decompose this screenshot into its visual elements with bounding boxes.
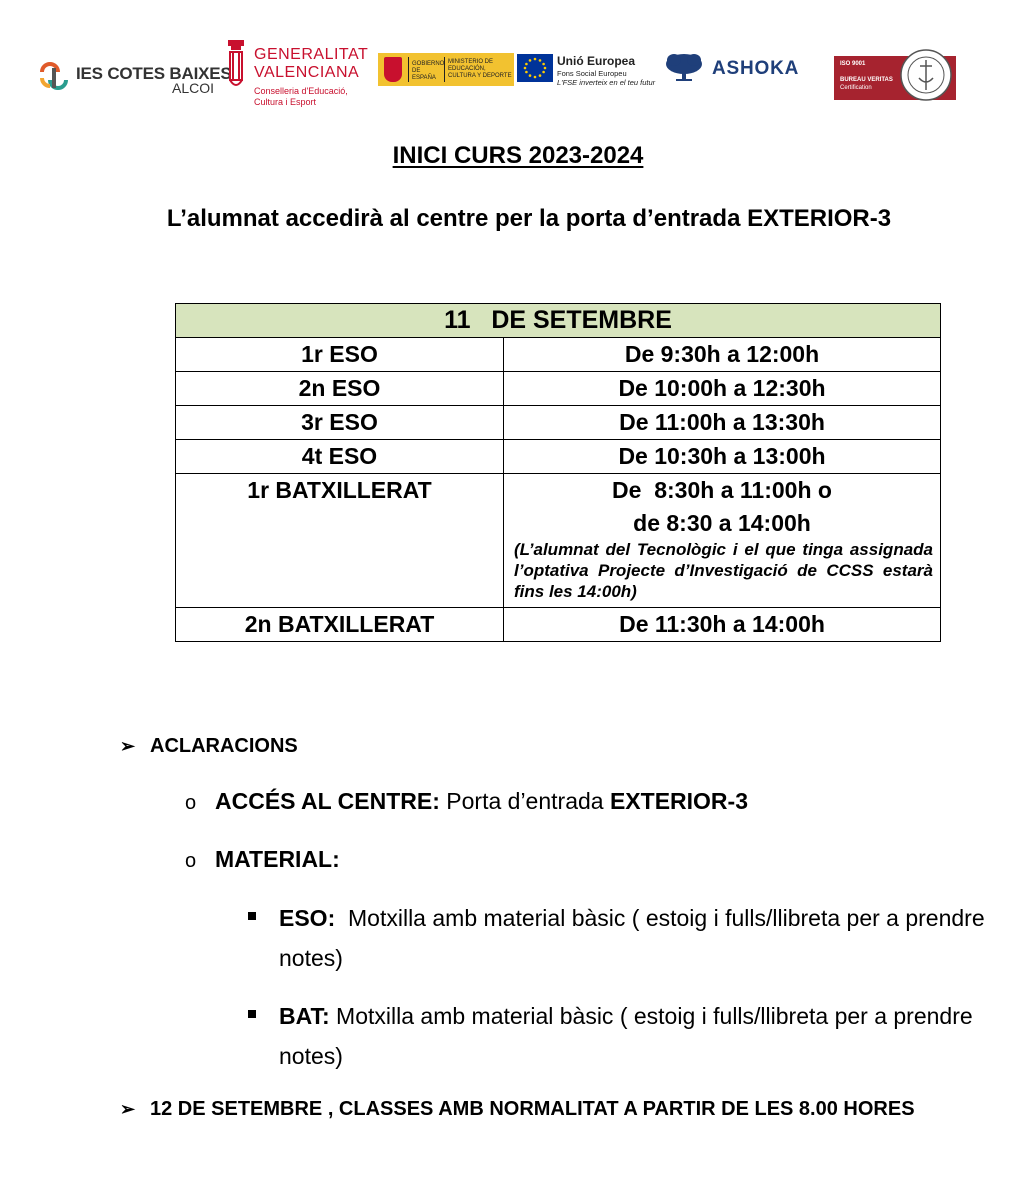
level-cell: 1r BATXILLERAT (176, 474, 504, 608)
ashoka-logo (664, 52, 810, 82)
time-cell: De 11:00h a 13:30h (504, 406, 941, 440)
material-bat-text: Motxilla amb material bàsic ( estoig i fulls/llibreta per a prendre notes) (279, 1003, 980, 1069)
clarifications-heading: ➢ ACLARACIONS (120, 735, 298, 757)
page-title: INICI CURS 2023-2024 (392, 142, 644, 169)
bv-cert: Certification (840, 85, 872, 91)
ministerio-text: MINISTERIO DE EDUCACIÓN, CULTURA Y DEPORTE (448, 59, 512, 79)
arrow-bullet-icon: ➢ (120, 736, 136, 756)
table-row (176, 474, 941, 608)
material-eso (248, 898, 998, 978)
gva-crest-icon (224, 36, 248, 96)
bureau-veritas-logo (834, 56, 956, 100)
ashoka-name: ASHOKA (712, 58, 800, 79)
gva-line1: GENERALITAT (254, 46, 369, 63)
table-header-row (176, 304, 941, 338)
schedule-table (175, 303, 941, 642)
bureau-veritas-seal-icon (899, 48, 953, 102)
access-label: ACCÉS AL CENTRE: (215, 788, 440, 814)
time-cell (504, 474, 941, 608)
bv-iso: ISO 9001 (840, 61, 866, 67)
material-bat-label: BAT: (279, 1003, 330, 1029)
ies-city: ALCOI (172, 80, 215, 96)
eu-sub: Fons Social Europeu (557, 69, 627, 78)
gobierno-text: GOBIERNO DE ESPAÑA (412, 61, 445, 81)
eu-flag-icon (517, 54, 553, 82)
spain-shield-icon (384, 57, 402, 82)
material-label: MATERIAL: (215, 846, 340, 872)
eu-motto: L'FSE inverteix en el teu futur (557, 78, 656, 87)
page-subtitle: L’alumnat accedirà al centre per la porta d’entrada EXTERIOR-3 (166, 205, 892, 232)
circle-bullet-icon: o (185, 792, 197, 814)
ies-name: IES COTES BAIXES (76, 64, 232, 83)
level-cell: 1r ESO (176, 338, 504, 372)
material-item (185, 846, 340, 873)
ies-logo-icon (38, 60, 70, 92)
generalitat-valenciana-logo (224, 36, 374, 110)
gva-line2: VALENCIANA (254, 64, 360, 81)
time-note: (L’alumnat del Tecnològic i el que tinga assignada l’optativa Projecte d’Investigació de CCSS estarà fins les 14:00h) (514, 540, 933, 601)
access-item (185, 788, 748, 815)
access-text: Porta d’entrada (439, 788, 610, 814)
level-cell: 4t ESO (176, 440, 504, 474)
table-row (176, 440, 941, 474)
level-cell: 2n ESO (176, 372, 504, 406)
square-bullet-icon (248, 912, 256, 920)
table-row (176, 372, 941, 406)
time-cell: De 10:00h a 12:30h (504, 372, 941, 406)
square-bullet-icon (248, 1010, 256, 1018)
logo-strip (0, 0, 1036, 130)
table-row (176, 608, 941, 642)
material-bat (248, 996, 998, 1076)
time-line-2: de 8:30 a 14:00h (633, 510, 811, 536)
material-eso-label: ESO: (279, 905, 336, 931)
gobierno-espana-logo (378, 53, 514, 86)
gva-line3: Conselleria d'Educació, (254, 86, 348, 96)
bv-name: BUREAU VERITAS (840, 77, 893, 83)
time-cell: De 10:30h a 13:00h (504, 440, 941, 474)
ies-cotes-baixes-logo (38, 60, 232, 96)
arrow-bullet-icon: ➢ (120, 1099, 136, 1119)
table-row (176, 406, 941, 440)
level-cell: 2n BATXILLERAT (176, 608, 504, 642)
union-europea-logo (517, 54, 662, 90)
access-door: EXTERIOR-3 (609, 788, 748, 814)
circle-bullet-icon: o (185, 850, 197, 872)
table-row (176, 338, 941, 372)
eu-title: Unió Europea (557, 54, 636, 68)
gva-line4: Cultura i Esport (254, 97, 317, 107)
material-eso-text: Motxilla amb material bàsic ( estoig i fulls/llibreta per a prendre notes) (279, 905, 992, 971)
table-header-date: 11 DE SETEMBRE (176, 304, 941, 338)
time-cell: De 9:30h a 12:00h (504, 338, 941, 372)
level-cell: 3r ESO (176, 406, 504, 440)
footer-note: ➢ 12 DE SETEMBRE , CLASSES AMB NORMALITAT A PARTIR DE LES 8.00 HORES (120, 1098, 915, 1120)
ashoka-tree-icon (664, 52, 704, 82)
time-line-1: De 8:30h a 11:00h o (612, 477, 832, 503)
time-cell: De 11:30h a 14:00h (504, 608, 941, 642)
